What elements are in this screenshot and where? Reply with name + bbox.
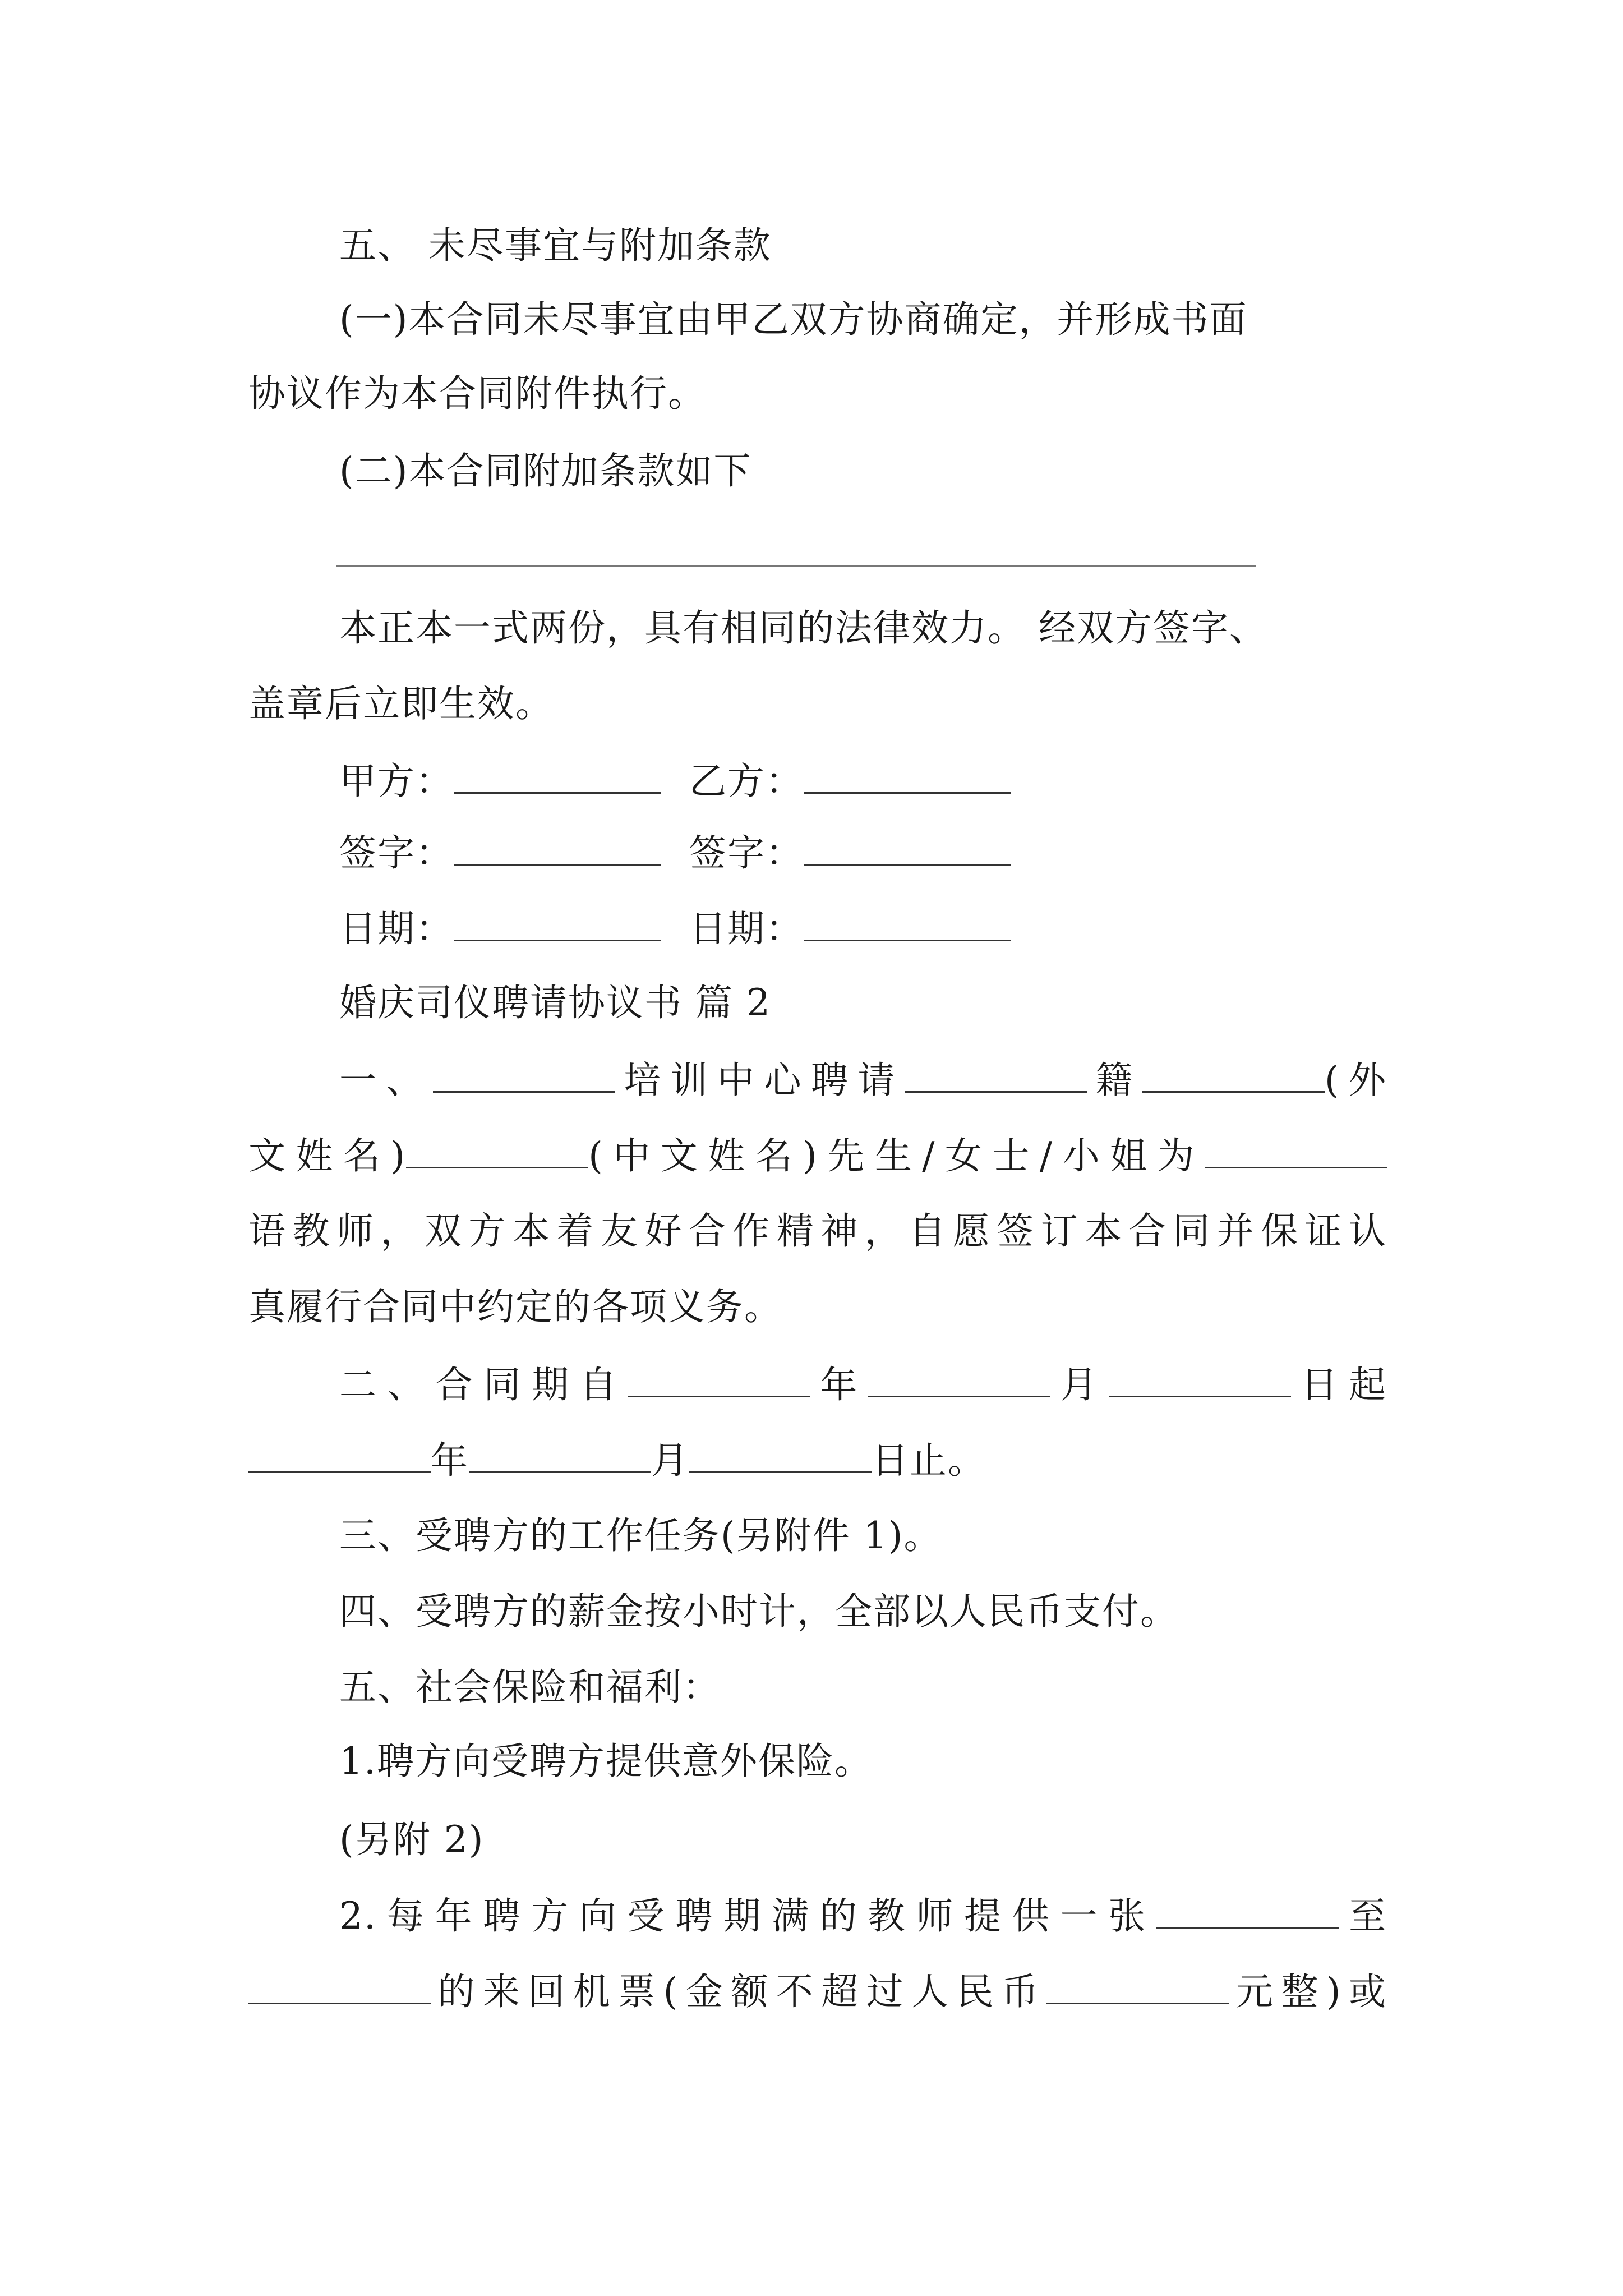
a2-p6: 1.聘方向受聘方提供意外保险。 (339, 1740, 873, 1783)
start-month-blank (868, 1362, 1050, 1397)
section-title: 五、 未尽事宜与附加条款 (339, 224, 772, 267)
a2-p1-line-3: 语教师，双方本着友好合作精神，自愿签订本合同并保证认 (248, 1209, 1387, 1253)
text-segment: 月 (651, 1439, 689, 1482)
text-segment: 一、 (339, 1059, 433, 1102)
a2-p5: 五、社会保险和福利： (339, 1665, 721, 1709)
text-segment: 二、合同期自 (339, 1363, 628, 1406)
a2-p2-line-1 (339, 1362, 1387, 1407)
text-segment: (中文姓名)先生/女士/小姐为 (588, 1134, 1205, 1177)
clause-2: (二)本合同附加条款如下 (339, 449, 752, 493)
destination-to-blank (248, 1969, 431, 2004)
a2-p1-line-1 (339, 1057, 1387, 1103)
a2-p3: 三、受聘方的工作任务(另附件 1)。 (339, 1514, 942, 1557)
amount-blank (1046, 1969, 1229, 2004)
clause-1-line-1: (一)本合同未尽事宜由甲乙双方协商确定，并形成书面 (339, 298, 1248, 341)
destination-from-blank (1156, 1893, 1339, 1929)
text-segment: 至 (1339, 1894, 1387, 1938)
signature-a-blank (454, 830, 661, 866)
text-segment: 年 (810, 1363, 868, 1406)
a2-p1-line-2 (248, 1133, 1387, 1179)
validity-line-1: 本正本一式两份，具有相同的法律效力。 经双方签字、 (339, 606, 1267, 650)
text-segment: 文姓名) (248, 1134, 407, 1177)
text-segment: 元整)或 (1229, 1970, 1387, 2013)
date-b-label: 日期： (689, 907, 804, 950)
signature-a-label: 签字： (339, 831, 454, 875)
party-a-blank (454, 758, 661, 794)
validity-line-2: 盖章后立即生效。 (248, 682, 554, 725)
text-segment: 培训中心聘请 (615, 1059, 905, 1102)
text-segment: 的来回机票(金额不超过人民币 (431, 1970, 1047, 2013)
clause-1-line-2: 协议作为本合同附件执行。 (248, 372, 706, 415)
foreign-name-blank (1142, 1057, 1325, 1093)
a2-p7: (另附 2) (339, 1818, 485, 1861)
date-a-label: 日期： (339, 907, 454, 950)
signature-row-sign (339, 830, 1011, 876)
a2-p2-line-2 (248, 1438, 986, 1483)
signature-b-blank (804, 830, 1011, 866)
text-segment: 籍 (1086, 1059, 1142, 1102)
text-segment: 年 (431, 1439, 469, 1482)
end-month-blank (469, 1438, 651, 1473)
end-year-blank (248, 1438, 431, 1473)
text-segment: 日止。 (872, 1439, 986, 1482)
date-a-blank (454, 906, 661, 941)
date-b-blank (804, 906, 1011, 941)
a2-p1-line-4: 真履行合同中约定的各项义务。 (248, 1285, 782, 1328)
training-center-blank (433, 1057, 615, 1093)
a2-p8-line-2 (248, 1969, 1387, 2014)
a2-p8-line-1 (339, 1893, 1387, 1939)
party-b-blank (804, 758, 1011, 794)
text-segment: (外 (1324, 1059, 1387, 1102)
text-segment: 2.每年聘方向受聘期满的教师提供一张 (339, 1894, 1157, 1938)
signature-row-party (339, 758, 1011, 804)
start-year-blank (628, 1362, 810, 1397)
party-a-label: 甲方： (339, 760, 454, 803)
text-segment: 日起 (1290, 1363, 1387, 1406)
end-day-blank (689, 1438, 872, 1473)
article-2-title: 婚庆司仪聘请协议书 篇 2 (339, 981, 771, 1024)
party-b-label: 乙方： (689, 760, 804, 803)
a2-p4: 四、受聘方的薪金按小时计，全部以人民币支付。 (339, 1590, 1178, 1633)
language-blank (1205, 1133, 1387, 1168)
signature-b-label: 签字： (689, 831, 804, 875)
signature-row-date (339, 906, 1011, 951)
chinese-name-blank (406, 1133, 588, 1168)
nationality-blank (905, 1057, 1087, 1093)
start-day-blank (1109, 1362, 1291, 1397)
text-segment: 月 (1050, 1363, 1109, 1406)
additional-terms-rule (336, 565, 1256, 567)
